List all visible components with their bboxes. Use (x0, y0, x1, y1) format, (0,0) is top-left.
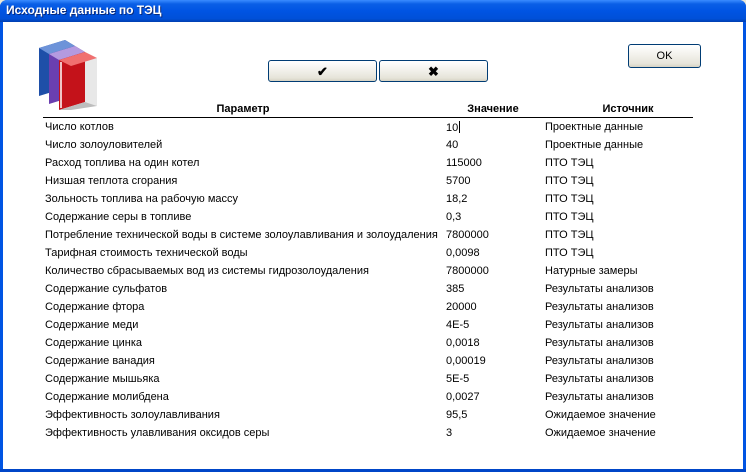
value-cell[interactable] (446, 391, 480, 403)
table-row[interactable] (43, 154, 693, 172)
value-cell[interactable] (446, 229, 489, 241)
source-cell: ПТО ТЭЦ (545, 175, 594, 187)
parameter-cell: Эффективность улавливания оксидов серы (45, 427, 270, 439)
parameter-cell: Расход топлива на один котел (45, 157, 200, 169)
source-cell: Результаты анализов (545, 373, 654, 385)
value-cell[interactable] (446, 319, 469, 331)
parameter-cell: Эффективность золоулавливания (45, 409, 220, 421)
parameter-cell: Число котлов (45, 121, 114, 133)
checkmark-icon: ✔ (317, 63, 328, 79)
source-cell: Результаты анализов (545, 319, 654, 331)
table-row[interactable] (43, 352, 693, 370)
column-header-value: Значение (467, 103, 519, 115)
source-cell: ПТО ТЭЦ (545, 193, 594, 205)
value-text: 7800000 (446, 229, 489, 241)
table-row[interactable] (43, 370, 693, 388)
source-cell: Результаты анализов (545, 301, 654, 313)
cross-icon: ✖ (428, 63, 439, 79)
value-text: 5700 (446, 175, 471, 187)
ok-button[interactable] (628, 44, 701, 68)
parameter-cell: Содержание меди (45, 319, 139, 331)
value-text: 0,3 (446, 211, 462, 223)
title-bar[interactable] (0, 0, 746, 22)
value-cell[interactable] (446, 211, 461, 223)
value-text: 0,00019 (446, 355, 486, 367)
source-cell: ПТО ТЭЦ (545, 211, 594, 223)
cancel-button[interactable] (379, 60, 488, 82)
source-cell: ПТО ТЭЦ (545, 157, 594, 169)
parameter-cell: Низшая теплота сгорания (45, 175, 178, 187)
value-text: 5E-5 (446, 373, 470, 385)
source-cell: Натурные замеры (545, 265, 638, 277)
books-icon (35, 38, 105, 110)
table-row[interactable] (43, 244, 693, 262)
source-cell: Результаты анализов (545, 391, 654, 403)
value-text: 20000 (446, 301, 477, 313)
value-text: 3 (446, 427, 453, 439)
confirm-button[interactable] (268, 60, 377, 82)
table-row[interactable] (43, 406, 693, 424)
dialog-client-area (3, 22, 743, 469)
table-row[interactable] (43, 298, 693, 316)
value-cell[interactable] (446, 355, 486, 367)
parameter-cell: Количество сбрасываемых вод из системы гидрозолоудаления (45, 265, 369, 277)
value-text: 18,2 (446, 193, 468, 205)
table-header (43, 101, 693, 118)
column-header-parameter: Параметр (216, 103, 270, 115)
table-row[interactable] (43, 424, 693, 442)
value-cell[interactable] (446, 193, 467, 205)
value-text: 0,0018 (446, 337, 480, 349)
value-text: 0,0027 (446, 391, 480, 403)
source-cell: Проектные данные (545, 139, 644, 151)
table-row[interactable] (43, 172, 693, 190)
table-row[interactable] (43, 118, 693, 136)
value-text: 7800000 (446, 265, 489, 277)
value-text: 385 (446, 283, 465, 295)
table-row[interactable] (43, 190, 693, 208)
value-cell[interactable] (446, 427, 452, 439)
value-cell[interactable] (446, 157, 482, 169)
table-row[interactable] (43, 388, 693, 406)
source-cell: Ожидаемое значение (545, 427, 656, 439)
source-cell: Результаты анализов (545, 283, 654, 295)
value-cell[interactable] (446, 265, 489, 277)
source-cell: ПТО ТЭЦ (545, 247, 594, 259)
text-caret (459, 121, 460, 133)
parameter-cell: Содержание фтора (45, 301, 145, 313)
window-title: Исходные данные по ТЭЦ (6, 3, 162, 17)
value-cell[interactable] (446, 283, 464, 295)
value-cell[interactable] (446, 175, 470, 187)
table-row[interactable] (43, 316, 693, 334)
table-row[interactable] (43, 262, 693, 280)
parameter-cell: Число золоуловителей (45, 139, 163, 151)
value-text: 95,5 (446, 409, 468, 421)
column-header-source: Источник (602, 103, 654, 115)
value-cell[interactable] (446, 139, 458, 151)
table-row[interactable] (43, 208, 693, 226)
source-cell: Проектные данные (545, 121, 644, 133)
value-text: 40 (446, 139, 459, 151)
value-cell[interactable] (446, 247, 480, 259)
source-cell: ПТО ТЭЦ (545, 229, 594, 241)
parameter-cell: Тарифная стоимость технической воды (45, 247, 248, 259)
value-cell[interactable] (446, 409, 467, 421)
value-text: 115000 (446, 157, 482, 169)
value-cell[interactable] (446, 337, 480, 349)
value-cell[interactable] (446, 121, 460, 134)
parameter-cell: Содержание ванадия (45, 355, 155, 367)
source-cell: Результаты анализов (545, 355, 654, 367)
value-text: 10 (446, 122, 459, 134)
value-cell[interactable] (446, 373, 469, 385)
parameter-cell: Зольность топлива на рабочую массу (45, 193, 239, 205)
parameters-table (43, 118, 693, 442)
parameter-cell: Содержание серы в топливе (45, 211, 192, 223)
value-cell[interactable] (446, 301, 477, 313)
parameter-cell: Содержание мышьяка (45, 373, 160, 385)
table-row[interactable] (43, 280, 693, 298)
table-row[interactable] (43, 136, 693, 154)
source-cell: Результаты анализов (545, 337, 654, 349)
parameter-cell: Содержание сульфатов (45, 283, 168, 295)
parameter-cell: Содержание цинка (45, 337, 143, 349)
table-row[interactable] (43, 226, 693, 244)
table-row[interactable] (43, 334, 693, 352)
source-cell: Ожидаемое значение (545, 409, 656, 421)
parameter-cell: Потребление технической воды в системе золоулавливания и золоудаления (45, 229, 438, 241)
ok-button-label: OK (656, 50, 673, 62)
parameter-cell: Содержание молибдена (45, 391, 169, 403)
value-text: 4E-5 (446, 319, 470, 331)
value-text: 0,0098 (446, 247, 480, 259)
